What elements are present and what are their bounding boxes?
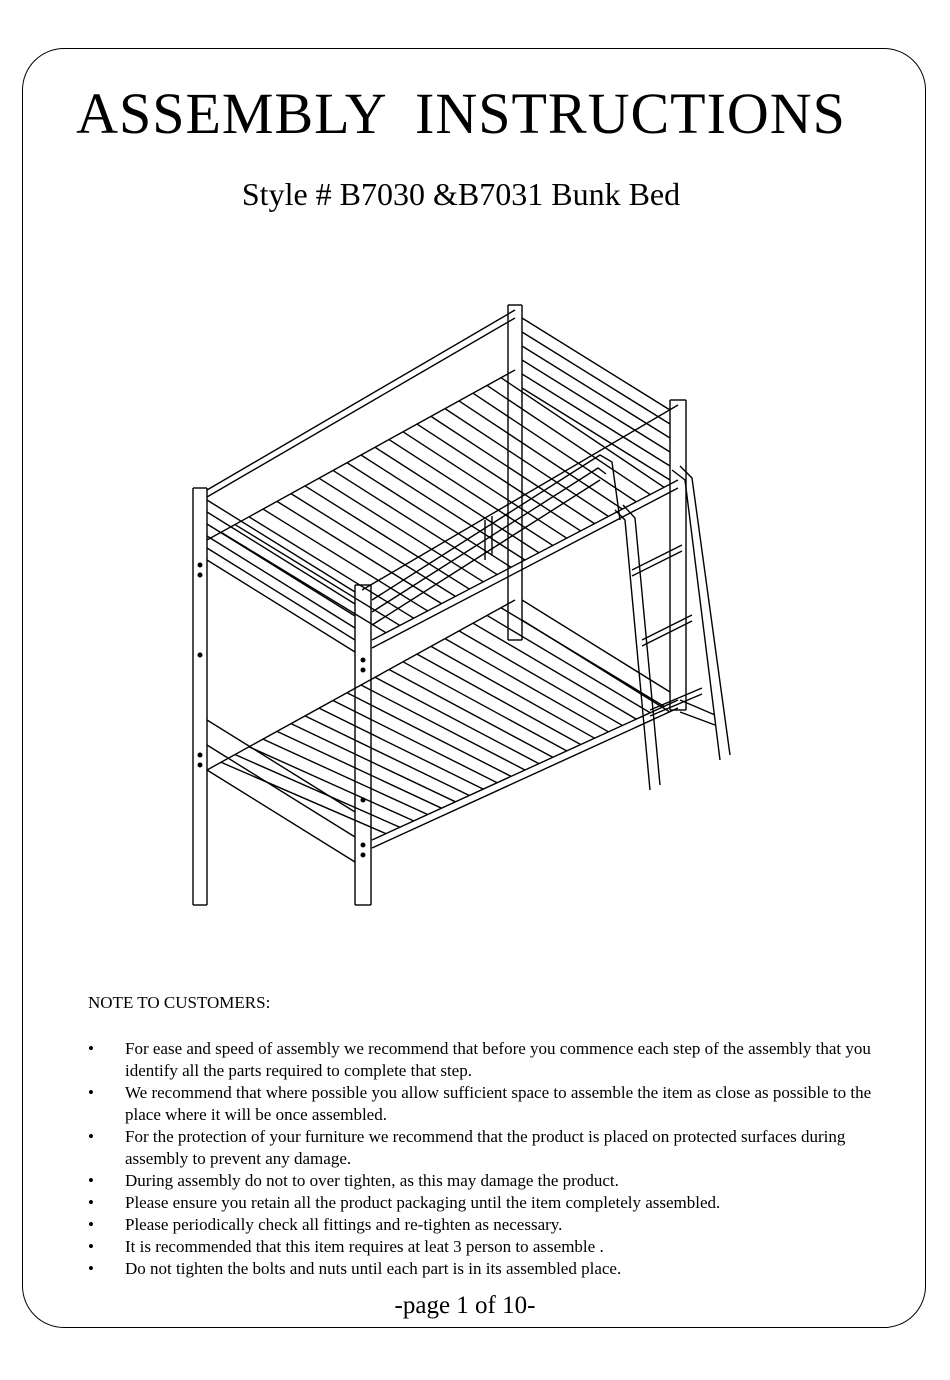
bullet-icon: •	[88, 1171, 94, 1190]
bolt-hole-icon	[198, 753, 202, 757]
ladder-hook	[680, 700, 715, 715]
upper-slat	[319, 478, 483, 582]
ladder-hook	[680, 712, 715, 725]
bolt-hole-icon	[198, 763, 202, 767]
style-subtitle: Style # B7030 &B7031 Bunk Bed	[241, 176, 681, 212]
ladder-rung	[642, 615, 692, 640]
lower-slat	[445, 639, 608, 732]
bullet-icon: •	[88, 1193, 94, 1212]
lower-slat	[431, 646, 595, 738]
head-end-rail	[522, 388, 670, 480]
note-item: • For ease and speed of assembly we recommend that before you commence each step of the assembly that you identify all the parts required to complete that step.	[88, 1039, 871, 1080]
upper-slat	[249, 517, 414, 618]
lower-slat	[389, 670, 553, 758]
bed-slats	[221, 378, 664, 834]
lower-head-end-rail	[522, 600, 670, 692]
lower-slat	[417, 654, 581, 744]
ladder-rung	[632, 545, 682, 570]
note-item: • We recommend that where possible you allow sufficient space to assemble the item as close as possible to the place where it will be once assembled.	[88, 1083, 872, 1124]
ladder-rail	[672, 470, 720, 760]
top-far-side-rail	[207, 310, 515, 490]
bolt-hole-icon	[198, 573, 202, 577]
ladder-rung	[642, 621, 692, 646]
upper-slat	[277, 501, 442, 603]
page-title: ASSEMBLY INSTRUCTIONS	[76, 81, 846, 146]
foot-end-rail	[207, 548, 355, 640]
note-item: • Please periodically check all fittings and re-tighten as necessary.	[88, 1215, 563, 1234]
upper-slat	[263, 509, 428, 611]
upper-slat	[375, 447, 539, 552]
bolt-hole-icon	[361, 843, 365, 847]
bullet-icon: •	[88, 1039, 94, 1058]
guard-rail	[372, 468, 606, 612]
bullet-icon: •	[88, 1215, 94, 1234]
bolt-hole-icon	[361, 853, 365, 857]
bolt-hole-icon	[198, 653, 202, 657]
lower-slat	[403, 662, 567, 751]
lower-slat	[501, 608, 664, 707]
bullet-icon: •	[88, 1083, 94, 1102]
bolt-hole-icon	[361, 658, 365, 662]
bullet-icon: •	[88, 1237, 94, 1256]
ladder-rail	[615, 510, 650, 790]
upper-deck-near-rail	[372, 488, 678, 648]
bed-rails	[207, 310, 678, 862]
upper-slat	[305, 486, 469, 589]
lower-slat	[459, 631, 622, 726]
ladder-rail	[623, 505, 660, 785]
upper-slat	[417, 424, 581, 531]
head-end-rail	[522, 318, 670, 410]
ladder-rail	[680, 466, 730, 755]
note-item: • Do not tighten the bolts and nuts until each part is in its assembled place.	[88, 1259, 622, 1278]
lower-slat	[375, 677, 539, 763]
upper-slat	[221, 532, 386, 632]
upper-slat	[361, 455, 525, 560]
notes-list	[88, 1038, 878, 1280]
note-item: • For the protection of your furniture we recommend that the product is placed on protected surfaces during assembly to prevent any damage.	[88, 1127, 846, 1168]
foot-end-rail	[207, 560, 355, 652]
guard-rail-and-ladder	[372, 455, 730, 790]
foot-end-rail	[207, 512, 355, 604]
bullet-icon: •	[88, 1259, 94, 1278]
bullet-icon: •	[88, 1127, 94, 1146]
note-heading: NOTE TO CUSTOMERS:	[88, 993, 271, 1012]
upper-slat	[487, 385, 650, 494]
head-end-rail	[522, 332, 670, 424]
upper-slat	[291, 494, 455, 597]
bolt-hole-icon	[361, 668, 365, 672]
note-item: • Please ensure you retain all the product packaging until the item completely assembled.	[88, 1193, 721, 1212]
foot-end-rail	[207, 536, 355, 628]
upper-slat	[445, 409, 608, 517]
note-item: • It is recommended that this item requires at leat 3 person to assemble .	[88, 1237, 604, 1256]
lower-foot-end-rail	[207, 745, 355, 837]
foot-end-rail	[207, 500, 355, 592]
lower-slat	[473, 623, 636, 719]
page-number: -page 1 of 10-	[394, 1292, 536, 1319]
guard-rail	[372, 455, 620, 600]
bunk-bed-illustration	[0, 290, 950, 920]
upper-slat	[473, 393, 636, 502]
note-item: • During assembly do not to over tighten, as this may damage the product.	[88, 1171, 619, 1190]
upper-slat	[431, 416, 595, 523]
bolt-hole-icon	[198, 563, 202, 567]
